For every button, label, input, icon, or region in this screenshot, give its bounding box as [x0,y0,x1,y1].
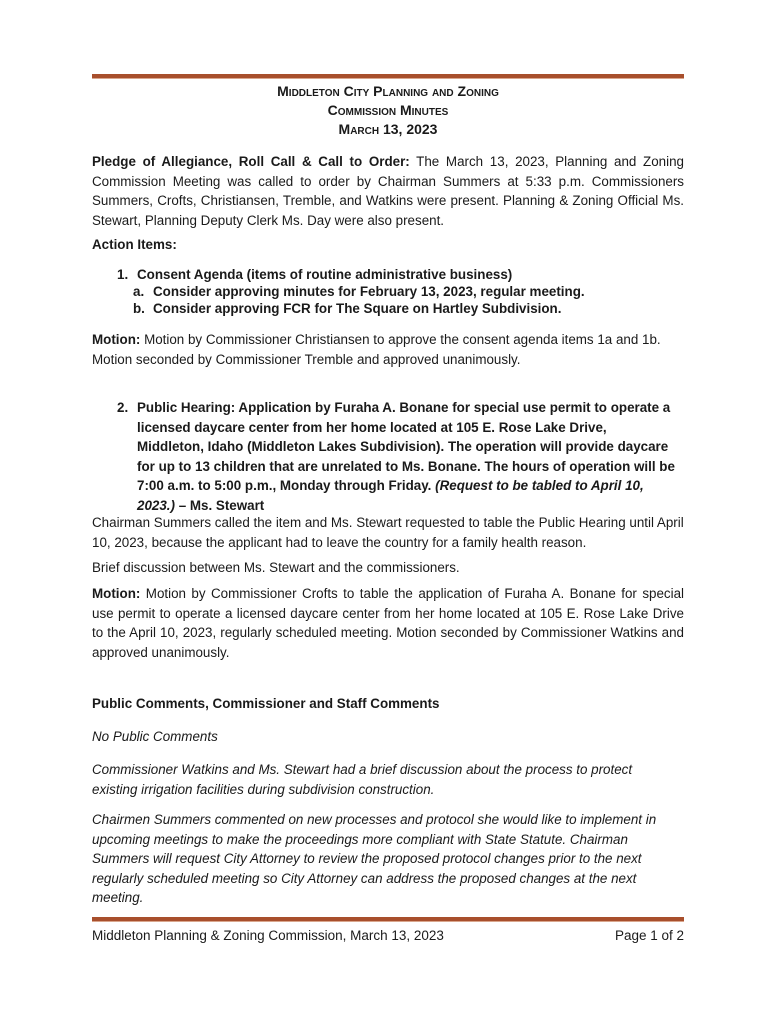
comments-p3: Chairmen Summers commented on new processes and protocol she would like to implement in upcoming meetings to make the proceedings more compliant with State Statute. Chairman Summers will request City Attorney to review the proposed protocol changes prior to the next regularly scheduled meeting so City Attorney can address the proposed changes at the next meeting. [92,812,657,905]
item-2-para-2: Brief discussion between Ms. Stewart and the commissioners. [92,560,460,575]
item-title: Consent Agenda (items of routine administrative business) [137,267,513,282]
motion-label: Motion: [92,586,141,601]
tabled-note: (Request to be tabled to April 10, 2023.) [137,478,644,513]
title-line: Commission Minutes [327,102,449,118]
document-title [92,82,684,139]
footer [92,926,684,946]
presenter: – Ms. Stewart [174,497,265,513]
header-rule [92,74,684,79]
action-items-heading: Action Items: [92,237,177,252]
item-1 [117,266,677,317]
page-number: Page 1 of 2 [614,928,684,943]
sub-letter: b. [133,301,145,316]
footer-rule [92,917,684,922]
comments-heading: Public Comments, Commissioner and Staff Comments [92,696,440,711]
title-line: Middleton City Planning and Zoning [277,83,499,99]
item-2 [117,398,677,516]
comments-p1: No Public Comments [92,729,218,744]
motion-text: Motion by Commissioner Christiansen to approve the consent agenda items 1a and 1b. Motion seconded by Commissioner Tremble and approved unanimously. [92,332,661,367]
pledge-paragraph [92,152,684,230]
sub-item: Consider approving FCR for The Square on Hartley Subdivision. [153,301,562,316]
pledge-text: The March 13, 2023, Planning and Zoning Commission Meeting was called to order by Chairman Summers at 5:33 p.m. Commissioners Summers, Crofts, Christiansen, Tremble, and Watkins were present. Planning & Zoning Official Ms. Stewart, Planning Deputy Clerk Ms. Day were also present. [92,154,684,228]
item-title: Public Hearing: Application by Furaha A. Bonane for special use permit to operate a licensed daycare center from her home located at 105 E. Rose Lake Drive, Middleton, Idaho (Middleton Lakes Subdivision). The operation will provide daycare for up to 13 children that are unrelated to Ms. Bonane. The hours of operation will be 7:00 a.m. to 5:00 p.m., Monday through Friday. [137,400,675,494]
footer-title: Middleton Planning & Zoning Commission, March 13, 2023 [92,928,444,943]
comments-p2: Commissioner Watkins and Ms. Stewart had a brief discussion about the process to protect existing irrigation facilities during subdivision construction. [92,762,633,797]
motion-1 [92,330,684,369]
title-date: March 13, 2023 [338,121,438,137]
item-number: 2. [117,400,129,415]
motion-2 [92,584,684,662]
pledge-label: Pledge of Allegiance, Roll Call & Call to Order: [92,154,410,169]
sub-letter: a. [133,284,145,299]
motion-text: Motion by Commissioner Crofts to table the application of Furaha A. Bonane for special use permit to operate a licensed daycare center from her home located at 105 E. Rose Lake Drive to the April 10, 2023, regularly scheduled meeting. Motion seconded by Commissioner Watkins and approved unanimously. [92,586,684,660]
item-number: 1. [117,267,129,282]
sub-item: Consider approving minutes for February 13, 2023, regular meeting. [153,284,585,299]
item-2-para-1: Chairman Summers called the item and Ms. Stewart requested to table the Public Hearing until April 10, 2023, because the applicant had to leave the country for a family health reason. [92,515,684,550]
motion-label: Motion: [92,332,141,347]
